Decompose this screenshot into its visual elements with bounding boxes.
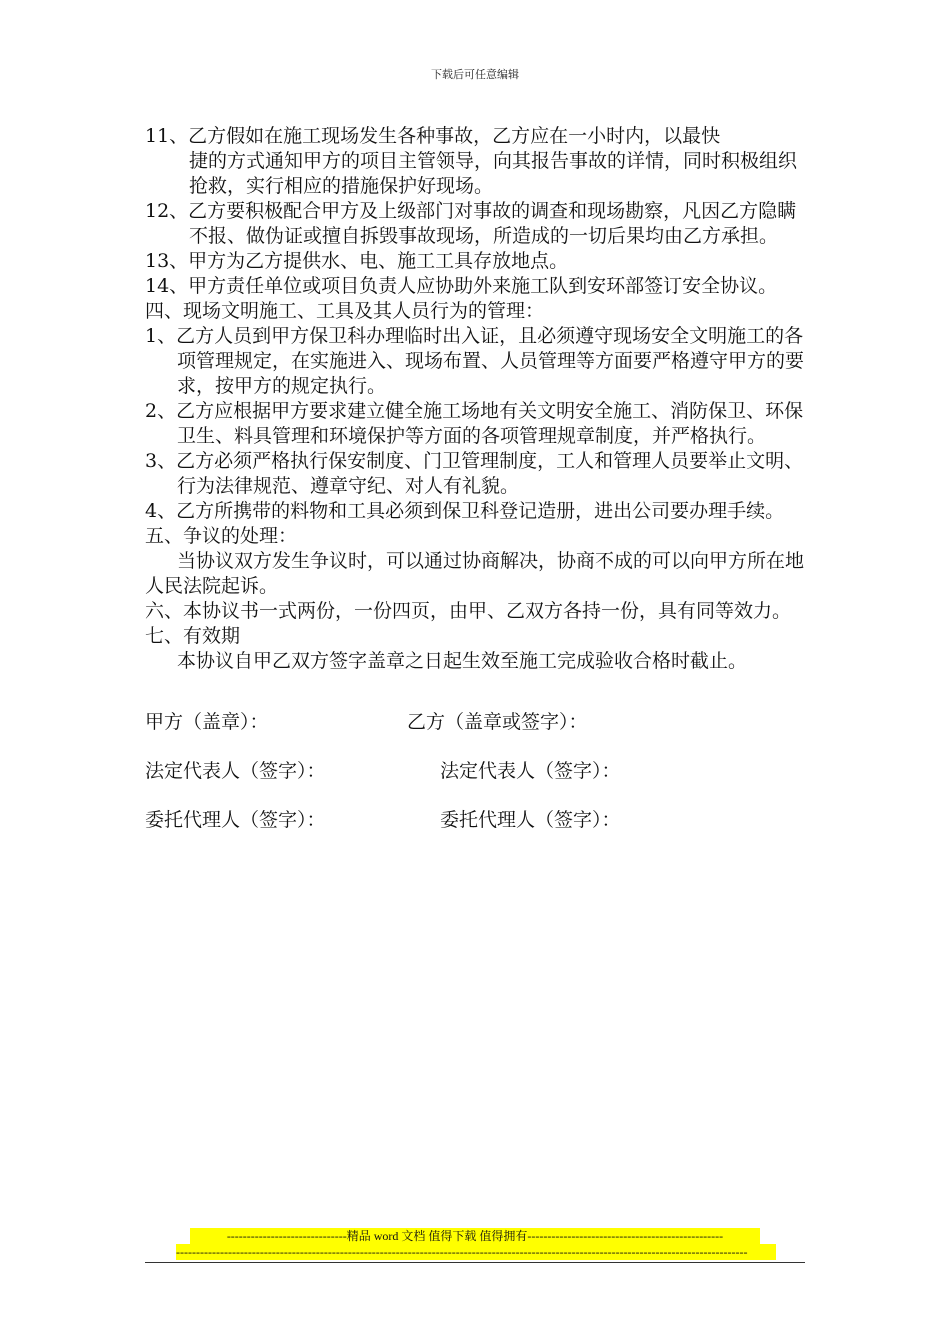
footer-rule — [145, 1262, 805, 1263]
footer-line-1: ------------------------------精品 word 文档 值得下载 值得拥有------------------------------------------------- — [190, 1228, 760, 1244]
clause-13: 13、甲方为乙方提供水、电、施工工具存放地点。 — [145, 250, 569, 272]
section-4-item-1: 1、乙方人员到甲方保卫科办理临时出入证，且必须遵守现场安全文明施工的各项管理规定，在实施进入、现场布置、人员管理等方面要严格遵守甲方的要求，按甲方的规定执行。 — [145, 325, 805, 397]
party-b-legal-rep: 法定代表人（签字）： — [440, 760, 621, 782]
section-4-heading: 四、现场文明施工、工具及其人员行为的管理： — [145, 300, 545, 322]
footer-line-2: ----------------------------------------------------------------------------------------------------------------------------------------------- — [176, 1244, 776, 1260]
section-5-body: 当协议双方发生争议时，可以通过协商解决，协商不成的可以向甲方所在地人民法院起诉。 — [145, 550, 805, 597]
party-a-seal: 甲方（盖章）： — [145, 711, 269, 733]
section-5-heading: 五、争议的处理： — [145, 525, 298, 547]
party-b-agent: 委托代理人（签字）： — [440, 809, 621, 831]
clause-11-line1: 11、乙方假如在施工现场发生各种事故，乙方应在一小时内，以最快 — [145, 125, 721, 147]
party-b-seal: 乙方（盖章或签字）： — [407, 711, 588, 733]
party-a-agent: 委托代理人（签字）： — [145, 809, 326, 831]
section-7-body: 本协议自甲乙双方签字盖章之日起生效至施工完成验收合格时截止。 — [177, 650, 748, 672]
signature-row-rep — [145, 759, 810, 784]
section-4-item-3: 3、乙方必须严格执行保安制度、门卫管理制度，工人和管理人员要举止文明、行为法律规范、遵章守纪、对人有礼貌。 — [145, 450, 804, 497]
signature-row-agent — [145, 808, 810, 833]
section-4-item-2: 2、乙方应根据甲方要求建立健全施工场地有关文明安全施工、消防保卫、环保卫生、料具管理和环境保护等方面的各项管理规章制度，并严格执行。 — [145, 400, 804, 447]
party-a-legal-rep: 法定代表人（签字）： — [145, 760, 326, 782]
signature-row-party — [145, 710, 810, 735]
section-6: 六、本协议书一式两份，一份四页，由甲、乙双方各持一份，具有同等效力。 — [145, 600, 792, 622]
header-note: 下载后可任意编辑 — [431, 68, 519, 81]
clause-14: 14、甲方责任单位或项目负责人应协助外来施工队到安环部签订安全协议。 — [145, 275, 778, 297]
clause-11-cont: 捷的方式通知甲方的项目主管领导，向其报告事故的详情，同时积极组织抢救，实行相应的措施保护好现场。 — [189, 150, 798, 197]
clause-12: 12、乙方要积极配合甲方及上级部门对事故的调查和现场勘察，凡因乙方隐瞒不报、做伪证或擅自拆毁事故现场，所造成的一切后果均由乙方承担。 — [145, 200, 797, 247]
section-7-heading: 七、有效期 — [145, 625, 241, 647]
section-4-item-4: 4、乙方所携带的料物和工具必须到保卫科登记造册，进出公司要办理手续。 — [145, 500, 785, 522]
document-body — [145, 124, 810, 833]
